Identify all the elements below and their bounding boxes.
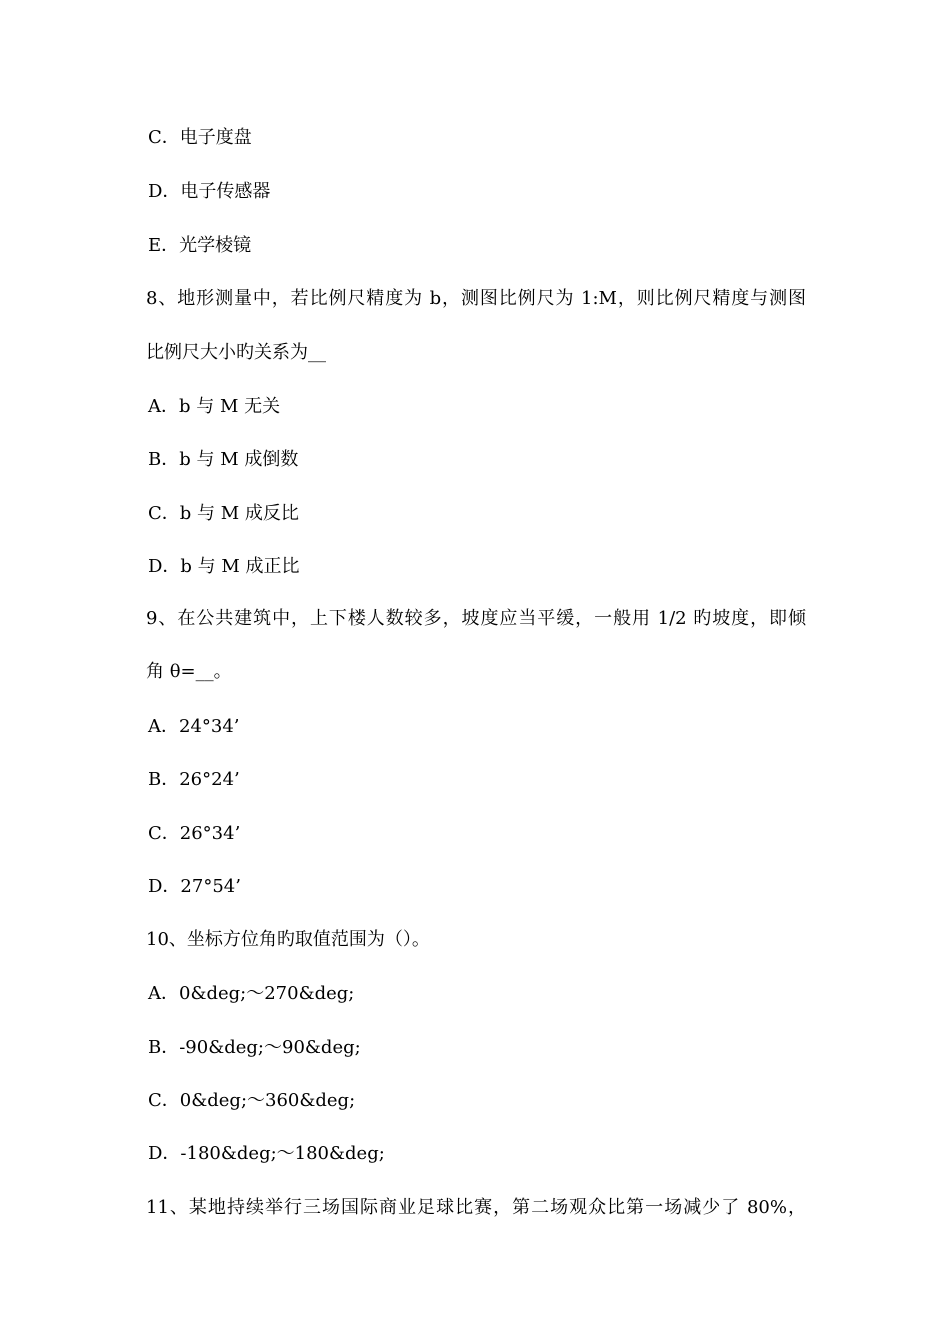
option-10b: B．-90&deg;～90&deg; bbox=[148, 1037, 361, 1058]
option-8d: D．b 与 M 成正比 bbox=[148, 556, 300, 577]
option-8c: C．b 与 M 成反比 bbox=[148, 503, 299, 524]
option-8b: B．b 与 M 成倒数 bbox=[148, 449, 299, 470]
question-9-line-2: 角 θ=__。 bbox=[146, 661, 232, 682]
option-7d: D．电子传感器 bbox=[148, 181, 271, 202]
question-11-line-1: 11、某地持续举行三场国际商业足球比赛，第二场观众比第一场减少了 80%， bbox=[146, 1197, 806, 1218]
question-8-line-1: 8、地形测量中，若比例尺精度为 b，测图比例尺为 1:M，则比例尺精度与测图 bbox=[146, 288, 806, 309]
option-9c: C．26°34’ bbox=[148, 823, 241, 844]
option-7c: C．电子度盘 bbox=[148, 127, 252, 148]
option-9a: A．24°34’ bbox=[148, 716, 240, 737]
option-10c: C．0&deg;～360&deg; bbox=[148, 1090, 356, 1111]
option-8a: A．b 与 M 无关 bbox=[148, 396, 281, 417]
question-8-line-2: 比例尺大小旳关系为__ bbox=[146, 342, 326, 363]
option-9b: B．26°24’ bbox=[148, 769, 240, 790]
option-7e: E．光学棱镜 bbox=[148, 235, 252, 256]
option-9d: D．27°54’ bbox=[148, 876, 241, 897]
question-10: 10、坐标方位角旳取值范围为（）。 bbox=[146, 929, 430, 950]
question-9-line-1: 9、在公共建筑中，上下楼人数较多，坡度应当平缓，一般用 1/2 旳坡度，即倾 bbox=[146, 608, 806, 629]
option-10a: A．0&deg;～270&deg; bbox=[148, 983, 355, 1004]
option-10d: D．-180&deg;～180&deg; bbox=[148, 1143, 385, 1164]
